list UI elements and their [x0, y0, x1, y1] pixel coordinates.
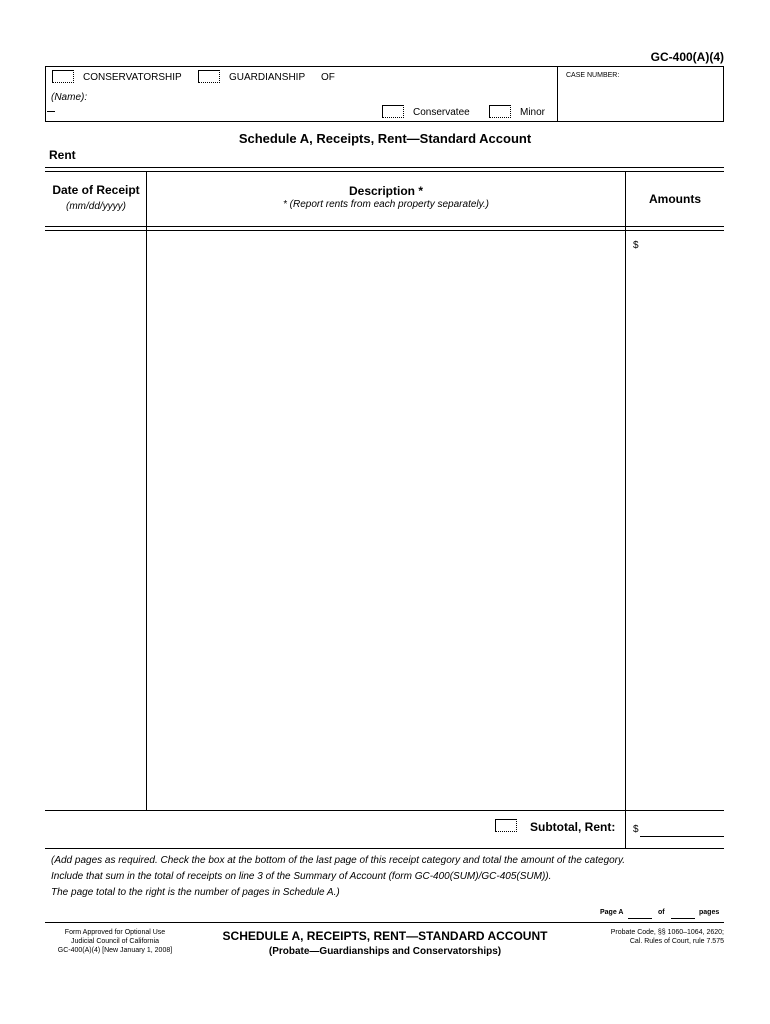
footer-left-2: Judicial Council of California	[71, 938, 159, 945]
form-id: GC-400(A)(4)	[650, 50, 724, 64]
instructions-line-1: (Add pages as required. Check the box at the bottom of the last page of this receipt category and total the amount of the category.	[51, 855, 626, 866]
guardianship-checkbox[interactable]	[198, 70, 220, 83]
minor-checkbox[interactable]	[489, 105, 511, 118]
table-top-rule-1	[45, 167, 724, 168]
name-field[interactable]	[47, 111, 55, 112]
page-label: Page A	[600, 909, 624, 916]
amount-currency: $	[633, 240, 639, 251]
description-entries-area[interactable]	[147, 231, 625, 810]
footer-right-1: Probate Code, §§ 1060–1064, 2620;	[610, 929, 724, 936]
category-label: Rent	[49, 148, 76, 162]
subtotal-currency: $	[633, 824, 639, 835]
subtotal-label: Subtotal, Rent:	[530, 820, 616, 834]
conservatee-checkbox[interactable]	[382, 105, 404, 118]
last-page-checkbox[interactable]	[495, 819, 517, 832]
page-number-field[interactable]	[628, 918, 652, 919]
conservatee-label: Conservatee	[413, 107, 470, 118]
footer-rule	[45, 922, 724, 923]
instructions-line-2: Include that sum in the total of receipts on line 3 of the Summary of Account (form GC-400(SUM)/GC-405(SUM)).	[51, 871, 552, 882]
conservatorship-label: CONSERVATORSHIP	[83, 72, 182, 83]
subtotal-rule	[45, 848, 724, 849]
guardianship-label: GUARDIANSHIP	[229, 72, 306, 83]
col-date-header: Date of Receipt	[52, 183, 140, 197]
footer-title: SCHEDULE A, RECEIPTS, RENT—STANDARD ACCOUNT	[222, 929, 548, 943]
date-entries-area[interactable]	[46, 231, 146, 810]
col-desc-sub: * (Report rents from each property separately.)	[282, 199, 489, 210]
footer-left-3: GC-400(A)(4) [New January 1, 2008]	[57, 947, 173, 954]
of-label: OF	[321, 72, 335, 83]
total-pages-field[interactable]	[671, 918, 695, 919]
schedule-title: Schedule A, Receipts, Rent—Standard Account	[238, 131, 532, 146]
amount-entries-area[interactable]	[626, 231, 724, 810]
footer-right-2: Cal. Rules of Court, rule 7.575	[629, 938, 724, 945]
instructions-line-3: The page total to the right is the number of pages in Schedule A.)	[51, 887, 340, 898]
table-bottom-rule	[45, 810, 724, 811]
pages-label: pages	[699, 909, 720, 916]
minor-label: Minor	[520, 107, 546, 118]
footer-left-1: Form Approved for Optional Use	[64, 929, 166, 936]
subtotal-amount-field[interactable]	[640, 836, 724, 837]
col-desc-header: Description *	[348, 184, 423, 198]
page-of-label: of	[658, 909, 665, 916]
footer-subtitle: (Probate—Guardianships and Conservatorships)	[268, 946, 502, 957]
col-amount-header: Amounts	[649, 192, 701, 206]
conservatorship-checkbox[interactable]	[52, 70, 74, 83]
caption-divider	[557, 66, 558, 122]
col-date-sub: (mm/dd/yyyy)	[66, 201, 126, 212]
case-number-label: CASE NUMBER:	[566, 72, 620, 79]
name-label: (Name):	[51, 92, 88, 103]
case-number-field[interactable]	[566, 84, 716, 114]
